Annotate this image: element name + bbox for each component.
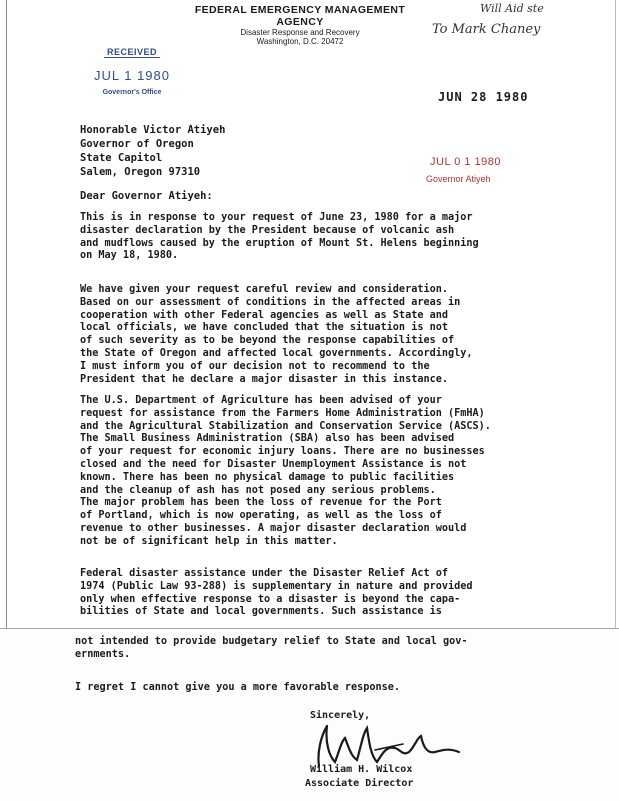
- governor-stamp: [426, 156, 502, 184]
- governor-stamp-name: Governor Atiyeh: [426, 174, 491, 184]
- agency-city: Washington, D.C. 20472: [256, 37, 344, 46]
- signer-name: William H. Wilcox: [310, 764, 413, 775]
- paragraph-regret: I regret I cannot give you a more favorable response.: [75, 682, 401, 693]
- received-date: JUL 1 1980: [93, 68, 170, 83]
- address-line: State Capitol: [80, 152, 163, 164]
- address-line: Honorable Victor Atiyeh: [80, 124, 226, 136]
- recipient-address: [80, 123, 225, 179]
- paragraph-decision: We have given your request careful review and consideration. Based on our assessment of conditions in the affected areas in cooperation with other Federal agencies as well as State and local officials, we have concluded that the situation is not of such severity as to be beyond the response capabilities of the State of Oregon and affected local governments. Accordingly, I must inform you of our decision not to recommend to the President that he declare a major disaster in this instance.: [80, 284, 473, 385]
- letterhead: [170, 4, 430, 46]
- paragraph-law-continued: not intended to provide budgetary relief to State and local gov- ernments.: [75, 636, 468, 660]
- handwritten-routing: To Mark Chaney: [432, 22, 541, 37]
- paragraph-agencies: The U.S. Department of Agriculture has been advised of your request for assistance from the Farmers Home Administration (FmHA) and the Agricultural Stabilization and Conservation Service (ASCS). The Small Business Administration (SBA) also has been advised of your request for economic injury loans. There are no businesses closed and the need for Disaster Unemployment Assistance is not known. There has been no physical damage to public facilities and the cleanup of ash has not posed any serious problems. The major problem has been the loss of revenue for the Port of Portland, which is now operating, as well as the loss of revenue to other businesses. A major disaster declaration would not be of significant help in this matter.: [80, 395, 491, 547]
- address-line: Salem, Oregon 97310: [80, 166, 201, 178]
- governor-stamp-date: JUL 0 1 1980: [430, 156, 502, 168]
- signer-title: Associate Director: [305, 778, 414, 789]
- salutation: Dear Governor Atiyeh:: [80, 190, 213, 202]
- paragraph-request: This is in response to your request of June 23, 1980 for a major disaster declaration by the President because of volcanic ash and mudflows caused by the eruption of Mount St. Helens beginning on May 18, 1980.: [80, 212, 479, 262]
- closing: Sincerely,: [310, 710, 371, 721]
- paragraph-law: Federal disaster assistance under the Disaster Relief Act of 1974 (Public Law 93-288) is supplementary in nature and provided only when effective response to a disaster is beyond the capa- bilities of State and local governments. Such assistance is: [80, 568, 473, 618]
- letter-date: JUN 28 1980: [438, 90, 529, 104]
- received-label: RECEIVED: [104, 47, 160, 58]
- address-line: Governor of Oregon: [80, 138, 194, 150]
- agency-name: FEDERAL EMERGENCY MANAGEMENT AGENCY: [194, 4, 406, 28]
- received-office: Governor's Office: [102, 89, 162, 96]
- handwritten-note: Will Aid ste: [480, 2, 544, 15]
- received-stamp: [92, 42, 172, 96]
- agency-division: Disaster Response and Recovery: [240, 28, 360, 37]
